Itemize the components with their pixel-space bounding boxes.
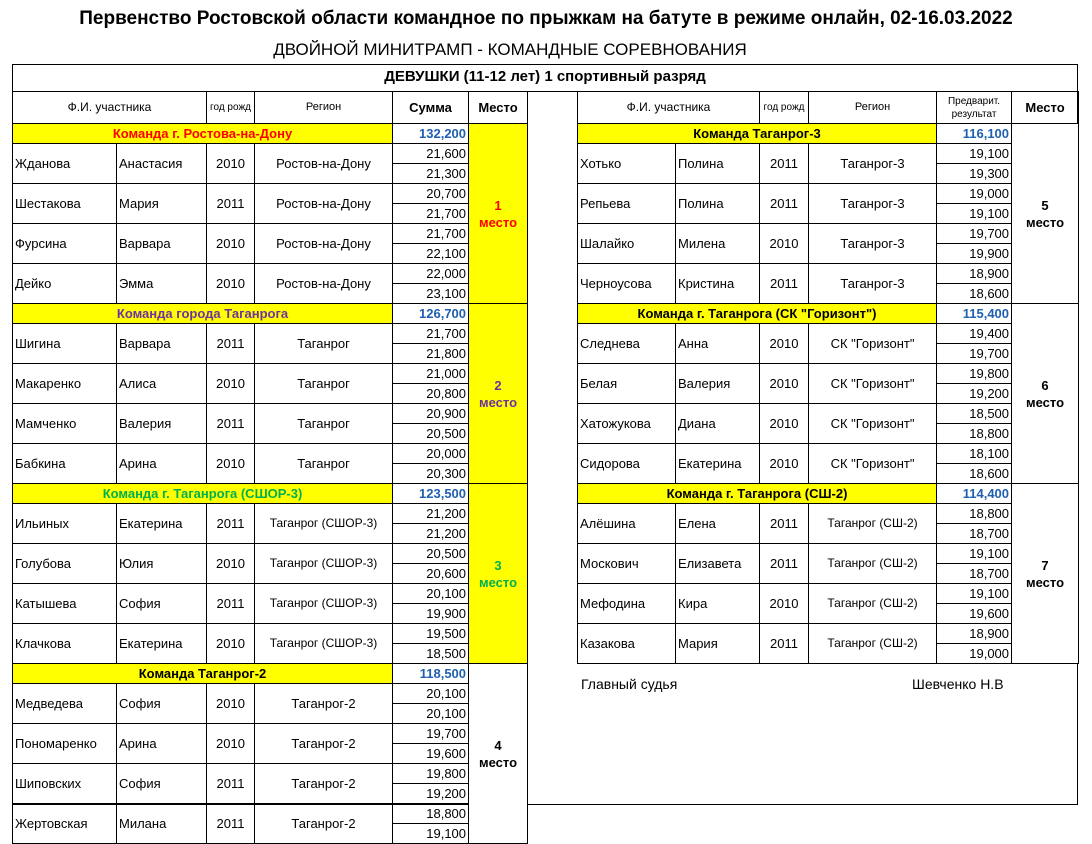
score-1: 18,900 (937, 624, 1012, 644)
athlete-first-name: Кристина (676, 264, 760, 304)
header-place: Место (1012, 92, 1079, 124)
score-2: 18,700 (937, 524, 1012, 544)
athlete-first-name: София (117, 584, 207, 624)
athlete-row (578, 584, 1079, 604)
athlete-last-name: Голубова (13, 544, 117, 584)
score-2: 19,200 (393, 784, 469, 804)
score-1: 21,200 (393, 504, 469, 524)
athlete-first-name: Екатерина (117, 504, 207, 544)
athlete-row (578, 504, 1079, 524)
page-title: Первенство Ростовской области командное по прыжкам на батуте в режиме онлайн, 02-16.03.2022 (79, 8, 1013, 29)
athlete-birth-year: 2010 (207, 264, 255, 304)
athlete-first-name: Варвара (117, 224, 207, 264)
team-total: 116,100 (937, 124, 1012, 144)
athlete-birth-year: 2010 (207, 224, 255, 264)
athlete-region: Таганрог (255, 364, 393, 404)
score-2: 20,800 (393, 384, 469, 404)
athlete-first-name: Кира (676, 584, 760, 624)
header-region: Регион (809, 92, 937, 124)
score-2: 20,500 (393, 424, 469, 444)
athlete-first-name: Диана (676, 404, 760, 444)
athlete-row (13, 544, 528, 564)
score-2: 20,300 (393, 464, 469, 484)
score-2: 18,500 (393, 644, 469, 664)
score-2: 19,600 (393, 744, 469, 764)
team-name: Команда города Таганрога (13, 304, 393, 324)
chief-judge-label: Главный судья (581, 676, 678, 692)
athlete-region: Таганрог (СШОР-3) (255, 504, 393, 544)
team-place (1012, 484, 1079, 664)
athlete-first-name: Елизавета (676, 544, 760, 584)
athlete-first-name: Милена (676, 224, 760, 264)
score-1: 19,800 (937, 364, 1012, 384)
place-number: 6 (1041, 377, 1049, 393)
athlete-last-name: Пономаренко (13, 724, 117, 764)
athlete-row (578, 264, 1079, 284)
athlete-region: Таганрог (СШОР-3) (255, 584, 393, 624)
athlete-row (13, 444, 528, 464)
athlete-row (578, 544, 1079, 564)
header-name: Ф.И. участника (13, 92, 207, 124)
header-sum: Сумма (393, 92, 469, 124)
team-total: 114,400 (937, 484, 1012, 504)
athlete-birth-year: 2010 (207, 684, 255, 724)
score-1: 19,400 (937, 324, 1012, 344)
athlete-last-name: Репьева (578, 184, 676, 224)
place-number: 5 (1041, 197, 1049, 213)
athlete-first-name: Варвара (117, 324, 207, 364)
athlete-first-name: Мария (117, 184, 207, 224)
team-name: Команда г. Таганрога (СШОР-3) (13, 484, 393, 504)
athlete-region: Ростов-на-Дону (255, 224, 393, 264)
score-1: 20,000 (393, 444, 469, 464)
athlete-first-name: София (117, 764, 207, 804)
athlete-last-name: Фурсина (13, 224, 117, 264)
team-header-row (13, 484, 528, 504)
athlete-region: СК "Горизонт" (809, 324, 937, 364)
score-2: 19,900 (937, 244, 1012, 264)
place-word: место (478, 574, 518, 590)
athlete-birth-year: 2011 (760, 544, 809, 584)
right-header-row (578, 92, 1079, 124)
athlete-region: СК "Горизонт" (809, 444, 937, 484)
athlete-first-name: Арина (117, 444, 207, 484)
athlete-birth-year: 2010 (760, 224, 809, 264)
place-number: 7 (1041, 557, 1049, 573)
athlete-row (578, 324, 1079, 344)
score-1: 19,800 (393, 764, 469, 784)
score-2: 19,100 (393, 824, 469, 844)
athlete-last-name: Алёшина (578, 504, 676, 544)
score-2: 18,800 (937, 424, 1012, 444)
athlete-first-name: Елена (676, 504, 760, 544)
team-total: 118,500 (393, 664, 469, 684)
athlete-region: Ростов-на-Дону (255, 144, 393, 184)
team-place (1012, 124, 1079, 304)
athlete-row (13, 684, 528, 704)
athlete-last-name: Бабкина (13, 444, 117, 484)
team-place (469, 664, 528, 844)
athlete-birth-year: 2010 (760, 444, 809, 484)
athlete-last-name: Медведева (13, 684, 117, 724)
score-1: 20,100 (393, 684, 469, 704)
athlete-last-name: Мефодина (578, 584, 676, 624)
athlete-last-name: Катышева (13, 584, 117, 624)
score-1: 18,100 (937, 444, 1012, 464)
score-2: 19,700 (937, 344, 1012, 364)
score-1: 21,700 (393, 224, 469, 244)
team-header-row (578, 484, 1079, 504)
place-word: место (1025, 574, 1065, 590)
athlete-birth-year: 2010 (207, 364, 255, 404)
athlete-row (13, 624, 528, 644)
score-1: 18,500 (937, 404, 1012, 424)
athlete-region: Таганрог-3 (809, 224, 937, 264)
score-2: 20,600 (393, 564, 469, 584)
athlete-row (13, 584, 528, 604)
athlete-birth-year: 2011 (207, 584, 255, 624)
athlete-first-name: Эмма (117, 264, 207, 304)
athlete-region: Таганрог (255, 444, 393, 484)
athlete-first-name: Юлия (117, 544, 207, 584)
athlete-region: Таганрог (СШОР-3) (255, 624, 393, 664)
athlete-first-name: Анастасия (117, 144, 207, 184)
athlete-region: Таганрог (255, 404, 393, 444)
score-2: 19,300 (937, 164, 1012, 184)
athlete-region: Таганрог (СШ-2) (809, 624, 937, 664)
athlete-row (13, 184, 528, 204)
team-place (1012, 304, 1079, 484)
athlete-last-name: Мамченко (13, 404, 117, 444)
place-word: место (478, 394, 518, 410)
athlete-last-name: Шигина (13, 324, 117, 364)
score-2: 18,700 (937, 564, 1012, 584)
athlete-row (13, 804, 528, 824)
athlete-region: Таганрог (255, 324, 393, 364)
score-1: 19,700 (393, 724, 469, 744)
athlete-first-name: Валерия (676, 364, 760, 404)
score-2: 19,100 (937, 204, 1012, 224)
athlete-first-name: Мария (676, 624, 760, 664)
athlete-birth-year: 2011 (207, 504, 255, 544)
athlete-birth-year: 2011 (760, 504, 809, 544)
athlete-last-name: Жертовская (13, 804, 117, 844)
athlete-birth-year: 2010 (760, 404, 809, 444)
athlete-first-name: Валерия (117, 404, 207, 444)
athlete-region: Таганрог (СШ-2) (809, 504, 937, 544)
category-title: ДЕВУШКИ (11-12 лет) 1 спортивный разряд (384, 68, 706, 85)
team-total: 115,400 (937, 304, 1012, 324)
athlete-birth-year: 2010 (760, 364, 809, 404)
athlete-region: Таганрог-3 (809, 184, 937, 224)
athlete-row (13, 724, 528, 744)
team-header-row (13, 124, 528, 144)
left-results-table (12, 91, 528, 844)
page-subtitle: ДВОЙНОЙ МИНИТРАМП - КОМАНДНЫЕ СОРЕВНОВАНИЯ (273, 40, 747, 59)
athlete-region: Таганрог (СШ-2) (809, 544, 937, 584)
athlete-last-name: Черноусова (578, 264, 676, 304)
athlete-last-name: Хатожукова (578, 404, 676, 444)
athlete-birth-year: 2010 (760, 324, 809, 364)
athlete-row (13, 224, 528, 244)
place-number: 3 (494, 557, 502, 573)
athlete-region: Ростов-на-Дону (255, 184, 393, 224)
athlete-birth-year: 2011 (207, 324, 255, 364)
place-number: 2 (494, 377, 502, 393)
athlete-first-name: Екатерина (676, 444, 760, 484)
athlete-birth-year: 2010 (207, 144, 255, 184)
athlete-row (13, 504, 528, 524)
athlete-first-name: Екатерина (117, 624, 207, 664)
score-1: 19,100 (937, 544, 1012, 564)
score-1: 19,100 (937, 584, 1012, 604)
athlete-last-name: Белая (578, 364, 676, 404)
athlete-birth-year: 2011 (760, 144, 809, 184)
score-2: 19,900 (393, 604, 469, 624)
score-1: 18,800 (393, 804, 469, 824)
athlete-last-name: Казакова (578, 624, 676, 664)
team-name: Команда г. Таганрога (СК "Горизонт") (578, 304, 937, 324)
score-1: 20,500 (393, 544, 469, 564)
score-1: 19,100 (937, 144, 1012, 164)
athlete-last-name: Хотько (578, 144, 676, 184)
place-word: место (478, 754, 518, 770)
athlete-birth-year: 2011 (207, 764, 255, 804)
athlete-region: Таганрог (СШ-2) (809, 584, 937, 624)
score-1: 18,900 (937, 264, 1012, 284)
athlete-first-name: Арина (117, 724, 207, 764)
score-1: 21,700 (393, 324, 469, 344)
score-2: 21,700 (393, 204, 469, 224)
athlete-last-name: Клачкова (13, 624, 117, 664)
place-number: 1 (494, 197, 502, 213)
score-1: 19,500 (393, 624, 469, 644)
team-name: Команда Таганрог-3 (578, 124, 937, 144)
score-2: 20,100 (393, 704, 469, 724)
athlete-last-name: Шестакова (13, 184, 117, 224)
athlete-first-name: Полина (676, 144, 760, 184)
athlete-row (578, 144, 1079, 164)
athlete-row (578, 184, 1079, 204)
place-word: место (478, 214, 518, 230)
athlete-birth-year: 2011 (760, 184, 809, 224)
athlete-region: Таганрог-2 (255, 804, 393, 844)
athlete-last-name: Шалайко (578, 224, 676, 264)
athlete-birth-year: 2011 (760, 624, 809, 664)
athlete-row (13, 264, 528, 284)
score-1: 22,000 (393, 264, 469, 284)
team-name: Команда г. Ростова-на-Дону (13, 124, 393, 144)
score-2: 19,200 (937, 384, 1012, 404)
athlete-row (13, 764, 528, 784)
score-2: 21,300 (393, 164, 469, 184)
header-region: Регион (255, 92, 393, 124)
team-header-row (578, 124, 1079, 144)
athlete-birth-year: 2010 (207, 624, 255, 664)
athlete-region: Ростов-на-Дону (255, 264, 393, 304)
athlete-row (13, 324, 528, 344)
right-results-table (577, 91, 1079, 664)
score-2: 19,000 (937, 644, 1012, 664)
score-1: 21,000 (393, 364, 469, 384)
place-number: 4 (494, 737, 502, 753)
athlete-birth-year: 2011 (207, 404, 255, 444)
score-1: 19,000 (937, 184, 1012, 204)
team-name: Команда г. Таганрога (СШ-2) (578, 484, 937, 504)
athlete-last-name: Москович (578, 544, 676, 584)
score-1: 20,100 (393, 584, 469, 604)
athlete-first-name: Милана (117, 804, 207, 844)
athlete-first-name: Полина (676, 184, 760, 224)
score-2: 18,600 (937, 464, 1012, 484)
athlete-first-name: Анна (676, 324, 760, 364)
score-2: 21,800 (393, 344, 469, 364)
athlete-row (13, 144, 528, 164)
score-2: 23,100 (393, 284, 469, 304)
header-year: год рожд (207, 92, 255, 124)
team-total: 132,200 (393, 124, 469, 144)
team-place (469, 124, 528, 304)
athlete-region: Таганрог-2 (255, 684, 393, 724)
place-word: место (1025, 394, 1065, 410)
place-word: место (1025, 214, 1065, 230)
athlete-last-name: Сидорова (578, 444, 676, 484)
athlete-birth-year: 2010 (207, 544, 255, 584)
team-total: 123,500 (393, 484, 469, 504)
team-place (469, 484, 528, 664)
athlete-row (578, 624, 1079, 644)
score-2: 19,600 (937, 604, 1012, 624)
athlete-birth-year: 2010 (207, 724, 255, 764)
athlete-last-name: Жданова (13, 144, 117, 184)
athlete-row (13, 404, 528, 424)
athlete-region: Таганрог-3 (809, 144, 937, 184)
athlete-region: СК "Горизонт" (809, 404, 937, 444)
score-1: 21,600 (393, 144, 469, 164)
athlete-last-name: Ильиных (13, 504, 117, 544)
score-1: 18,800 (937, 504, 1012, 524)
score-2: 21,200 (393, 524, 469, 544)
athlete-birth-year: 2011 (207, 804, 255, 844)
athlete-first-name: София (117, 684, 207, 724)
header-place: Место (469, 92, 528, 124)
athlete-last-name: Следнева (578, 324, 676, 364)
score-1: 19,700 (937, 224, 1012, 244)
athlete-birth-year: 2010 (760, 584, 809, 624)
header-year: год рожд (760, 92, 809, 124)
athlete-row (578, 404, 1079, 424)
score-2: 22,100 (393, 244, 469, 264)
team-header-row (13, 664, 528, 684)
athlete-last-name: Дейко (13, 264, 117, 304)
athlete-birth-year: 2011 (207, 184, 255, 224)
athlete-row (578, 444, 1079, 464)
team-header-row (13, 304, 528, 324)
chief-judge-name: Шевченко Н.В (912, 676, 1004, 692)
team-header-row (578, 304, 1079, 324)
athlete-region: Таганрог (СШОР-3) (255, 544, 393, 584)
header-name: Ф.И. участника (578, 92, 760, 124)
team-total: 126,700 (393, 304, 469, 324)
athlete-row (13, 364, 528, 384)
left-header-row (13, 92, 528, 124)
team-place (469, 304, 528, 484)
athlete-birth-year: 2010 (207, 444, 255, 484)
score-1: 20,700 (393, 184, 469, 204)
header-prelim-result: Предварит. результат (937, 92, 1012, 124)
athlete-first-name: Алиса (117, 364, 207, 404)
athlete-birth-year: 2011 (760, 264, 809, 304)
athlete-last-name: Шиповских (13, 764, 117, 804)
athlete-region: Таганрог-3 (809, 264, 937, 304)
athlete-row (578, 224, 1079, 244)
athlete-last-name: Макаренко (13, 364, 117, 404)
athlete-region: Таганрог-2 (255, 764, 393, 804)
score-1: 20,900 (393, 404, 469, 424)
team-name: Команда Таганрог-2 (13, 664, 393, 684)
athlete-row (578, 364, 1079, 384)
athlete-region: СК "Горизонт" (809, 364, 937, 404)
athlete-region: Таганрог-2 (255, 724, 393, 764)
score-2: 18,600 (937, 284, 1012, 304)
